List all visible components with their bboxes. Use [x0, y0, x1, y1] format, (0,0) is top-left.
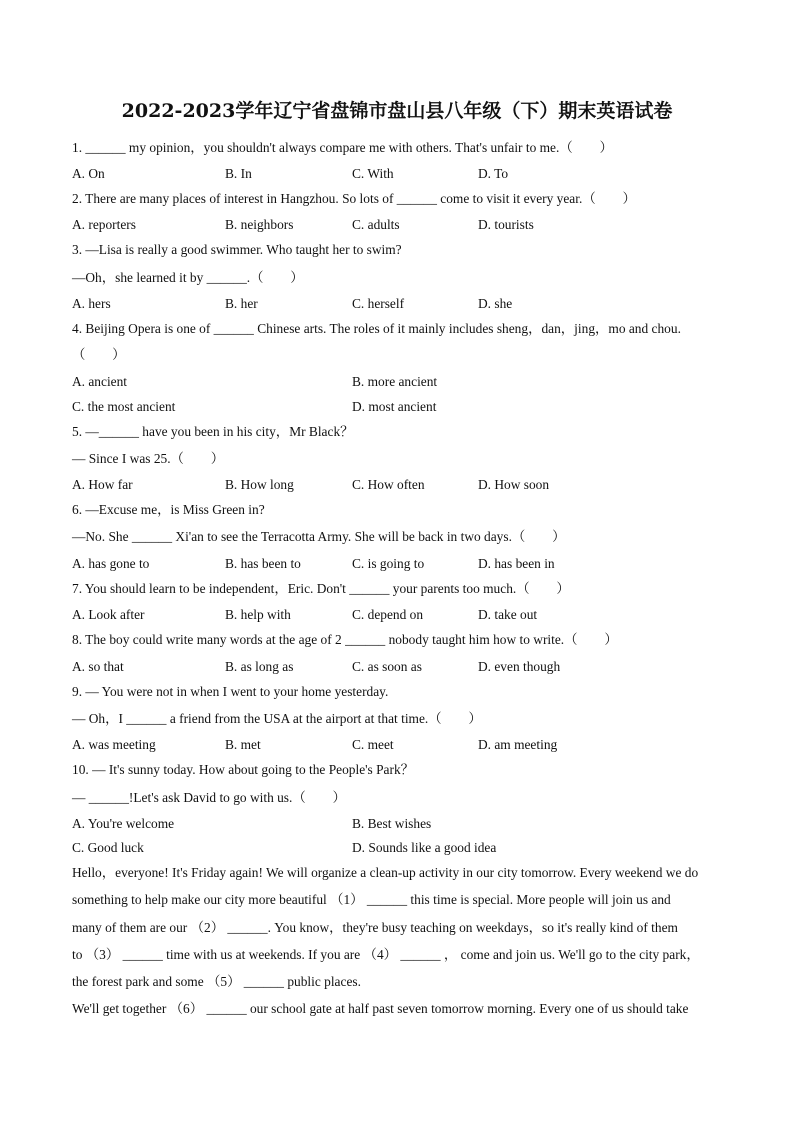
passage-line-3: many of them are our （2） ______. You know，they're busy teaching on weekdays，so it's really kind of them — [72, 920, 678, 935]
question-10-option-a[interactable]: A. You're welcome — [72, 816, 175, 831]
question-6-option-c[interactable]: C. is going to — [352, 556, 425, 571]
question-9-option-c[interactable]: C. meet — [352, 737, 394, 752]
passage-line-5: the forest park and some （5） ______ public places. — [72, 974, 361, 989]
question-9-option-a[interactable]: A. was meeting — [72, 737, 156, 752]
question-6-stem-reply: —No. She ______ Xi'an to see the Terracotta Army. She will be back in two days.（ ） — [72, 529, 566, 544]
question-8-stem: 8. The boy could write many words at the age of 2 ______ nobody taught him how to write.（ ） — [72, 632, 618, 647]
question-8-option-c[interactable]: C. as soon as — [352, 659, 422, 674]
question-3-option-b[interactable]: B. her — [225, 296, 258, 311]
question-1-option-d[interactable]: D. To — [478, 166, 509, 181]
passage-line-6: We'll get together （6） ______ our school gate at half past seven tomorrow morning. Every one of us should take — [72, 1001, 689, 1016]
question-10-option-b[interactable]: B. Best wishes — [352, 816, 432, 831]
question-1-stem: 1. ______ my opinion，you shouldn't always compare me with others. That's unfair to me.（ ） — [72, 140, 613, 155]
question-3-option-c[interactable]: C. herself — [352, 296, 405, 311]
question-6-option-b[interactable]: B. has been to — [225, 556, 301, 571]
passage-line-2: something to help make our city more beautiful （1） ______ this time is special. More people will join us and — [72, 892, 671, 907]
question-5-option-d[interactable]: D. How soon — [478, 477, 550, 492]
question-1-option-a[interactable]: A. On — [72, 166, 105, 181]
question-8-option-d[interactable]: D. even though — [478, 659, 561, 674]
question-3-stem-reply: —Oh，she learned it by ______.（ ） — [72, 270, 304, 285]
question-4-answer-bracket: （ ） — [72, 347, 126, 362]
question-5-option-b[interactable]: B. How long — [225, 477, 294, 492]
question-10-stem: 10. — It's sunny today. How about going to the People's Park？ — [72, 762, 415, 777]
question-4-option-d[interactable]: D. most ancient — [352, 399, 437, 414]
question-1-option-b[interactable]: B. In — [225, 166, 252, 181]
question-3-option-a[interactable]: A. hers — [72, 296, 111, 311]
question-5-option-a[interactable]: A. How far — [72, 477, 133, 492]
question-6-stem: 6. —Excuse me，is Miss Green in? — [72, 502, 265, 517]
question-9-option-b[interactable]: B. met — [225, 737, 261, 752]
question-4-option-b[interactable]: B. more ancient — [352, 374, 438, 389]
question-7-option-b[interactable]: B. help with — [225, 607, 291, 622]
question-3-stem: 3. —Lisa is really a good swimmer. Who taught her to swim? — [72, 242, 402, 257]
question-2-stem: 2. There are many places of interest in Hangzhou. So lots of ______ come to visit it every year.（ ） — [72, 191, 636, 206]
passage-line-4: to （3） ______ time with us at weekends. If you are （4） ______ ， come and join us. We'll go to the city park， — [72, 947, 700, 962]
question-8-option-a[interactable]: A. so that — [72, 659, 124, 674]
question-7-option-d[interactable]: D. take out — [478, 607, 538, 622]
question-5-stem-reply: — Since I was 25.（ ） — [72, 451, 225, 466]
question-7-option-a[interactable]: A. Look after — [72, 607, 145, 622]
question-9-stem: 9. — You were not in when I went to your home yesterday. — [72, 684, 389, 699]
question-4-option-c[interactable]: C. the most ancient — [72, 399, 176, 414]
question-2-option-d[interactable]: D. tourists — [478, 217, 534, 232]
question-10-option-d[interactable]: D. Sounds like a good idea — [352, 840, 497, 855]
question-8-option-b[interactable]: B. as long as — [225, 659, 294, 674]
question-7-stem: 7. You should learn to be independent，Eric. Don't ______ your parents too much.（ ） — [72, 581, 570, 596]
question-2-option-b[interactable]: B. neighbors — [225, 217, 294, 232]
question-9-stem-reply: — Oh，I ______ a friend from the USA at the airport at that time.（ ） — [72, 711, 482, 726]
passage-line-1: Hello，everyone! It's Friday again! We will organize a clean-up activity in our city tomorrow. Every weekend we do — [72, 865, 699, 880]
question-2-option-a[interactable]: A. reporters — [72, 217, 136, 232]
question-5-option-c[interactable]: C. How often — [352, 477, 425, 492]
question-4-option-a[interactable]: A. ancient — [72, 374, 128, 389]
question-10-stem-reply: — ______!Let's ask David to go with us.（ ） — [72, 790, 346, 805]
question-1-option-c[interactable]: C. With — [352, 166, 394, 181]
question-6-option-d[interactable]: D. has been in — [478, 556, 555, 571]
question-3-option-d[interactable]: D. she — [478, 296, 513, 311]
question-10-option-c[interactable]: C. Good luck — [72, 840, 144, 855]
exam-title: 2022-2023学年辽宁省盘锦市盘山县八年级（下）期末英语试卷 — [121, 100, 673, 122]
question-9-option-d[interactable]: D. am meeting — [478, 737, 558, 752]
question-4-stem: 4. Beijing Opera is one of ______ Chinese arts. The roles of it mainly includes sheng，dan，jing，mo and chou. — [72, 321, 681, 336]
question-6-option-a[interactable]: A. has gone to — [72, 556, 150, 571]
question-5-stem: 5. —______ have you been in his city，Mr Black？ — [72, 424, 354, 439]
question-7-option-c[interactable]: C. depend on — [352, 607, 424, 622]
question-2-option-c[interactable]: C. adults — [352, 217, 400, 232]
